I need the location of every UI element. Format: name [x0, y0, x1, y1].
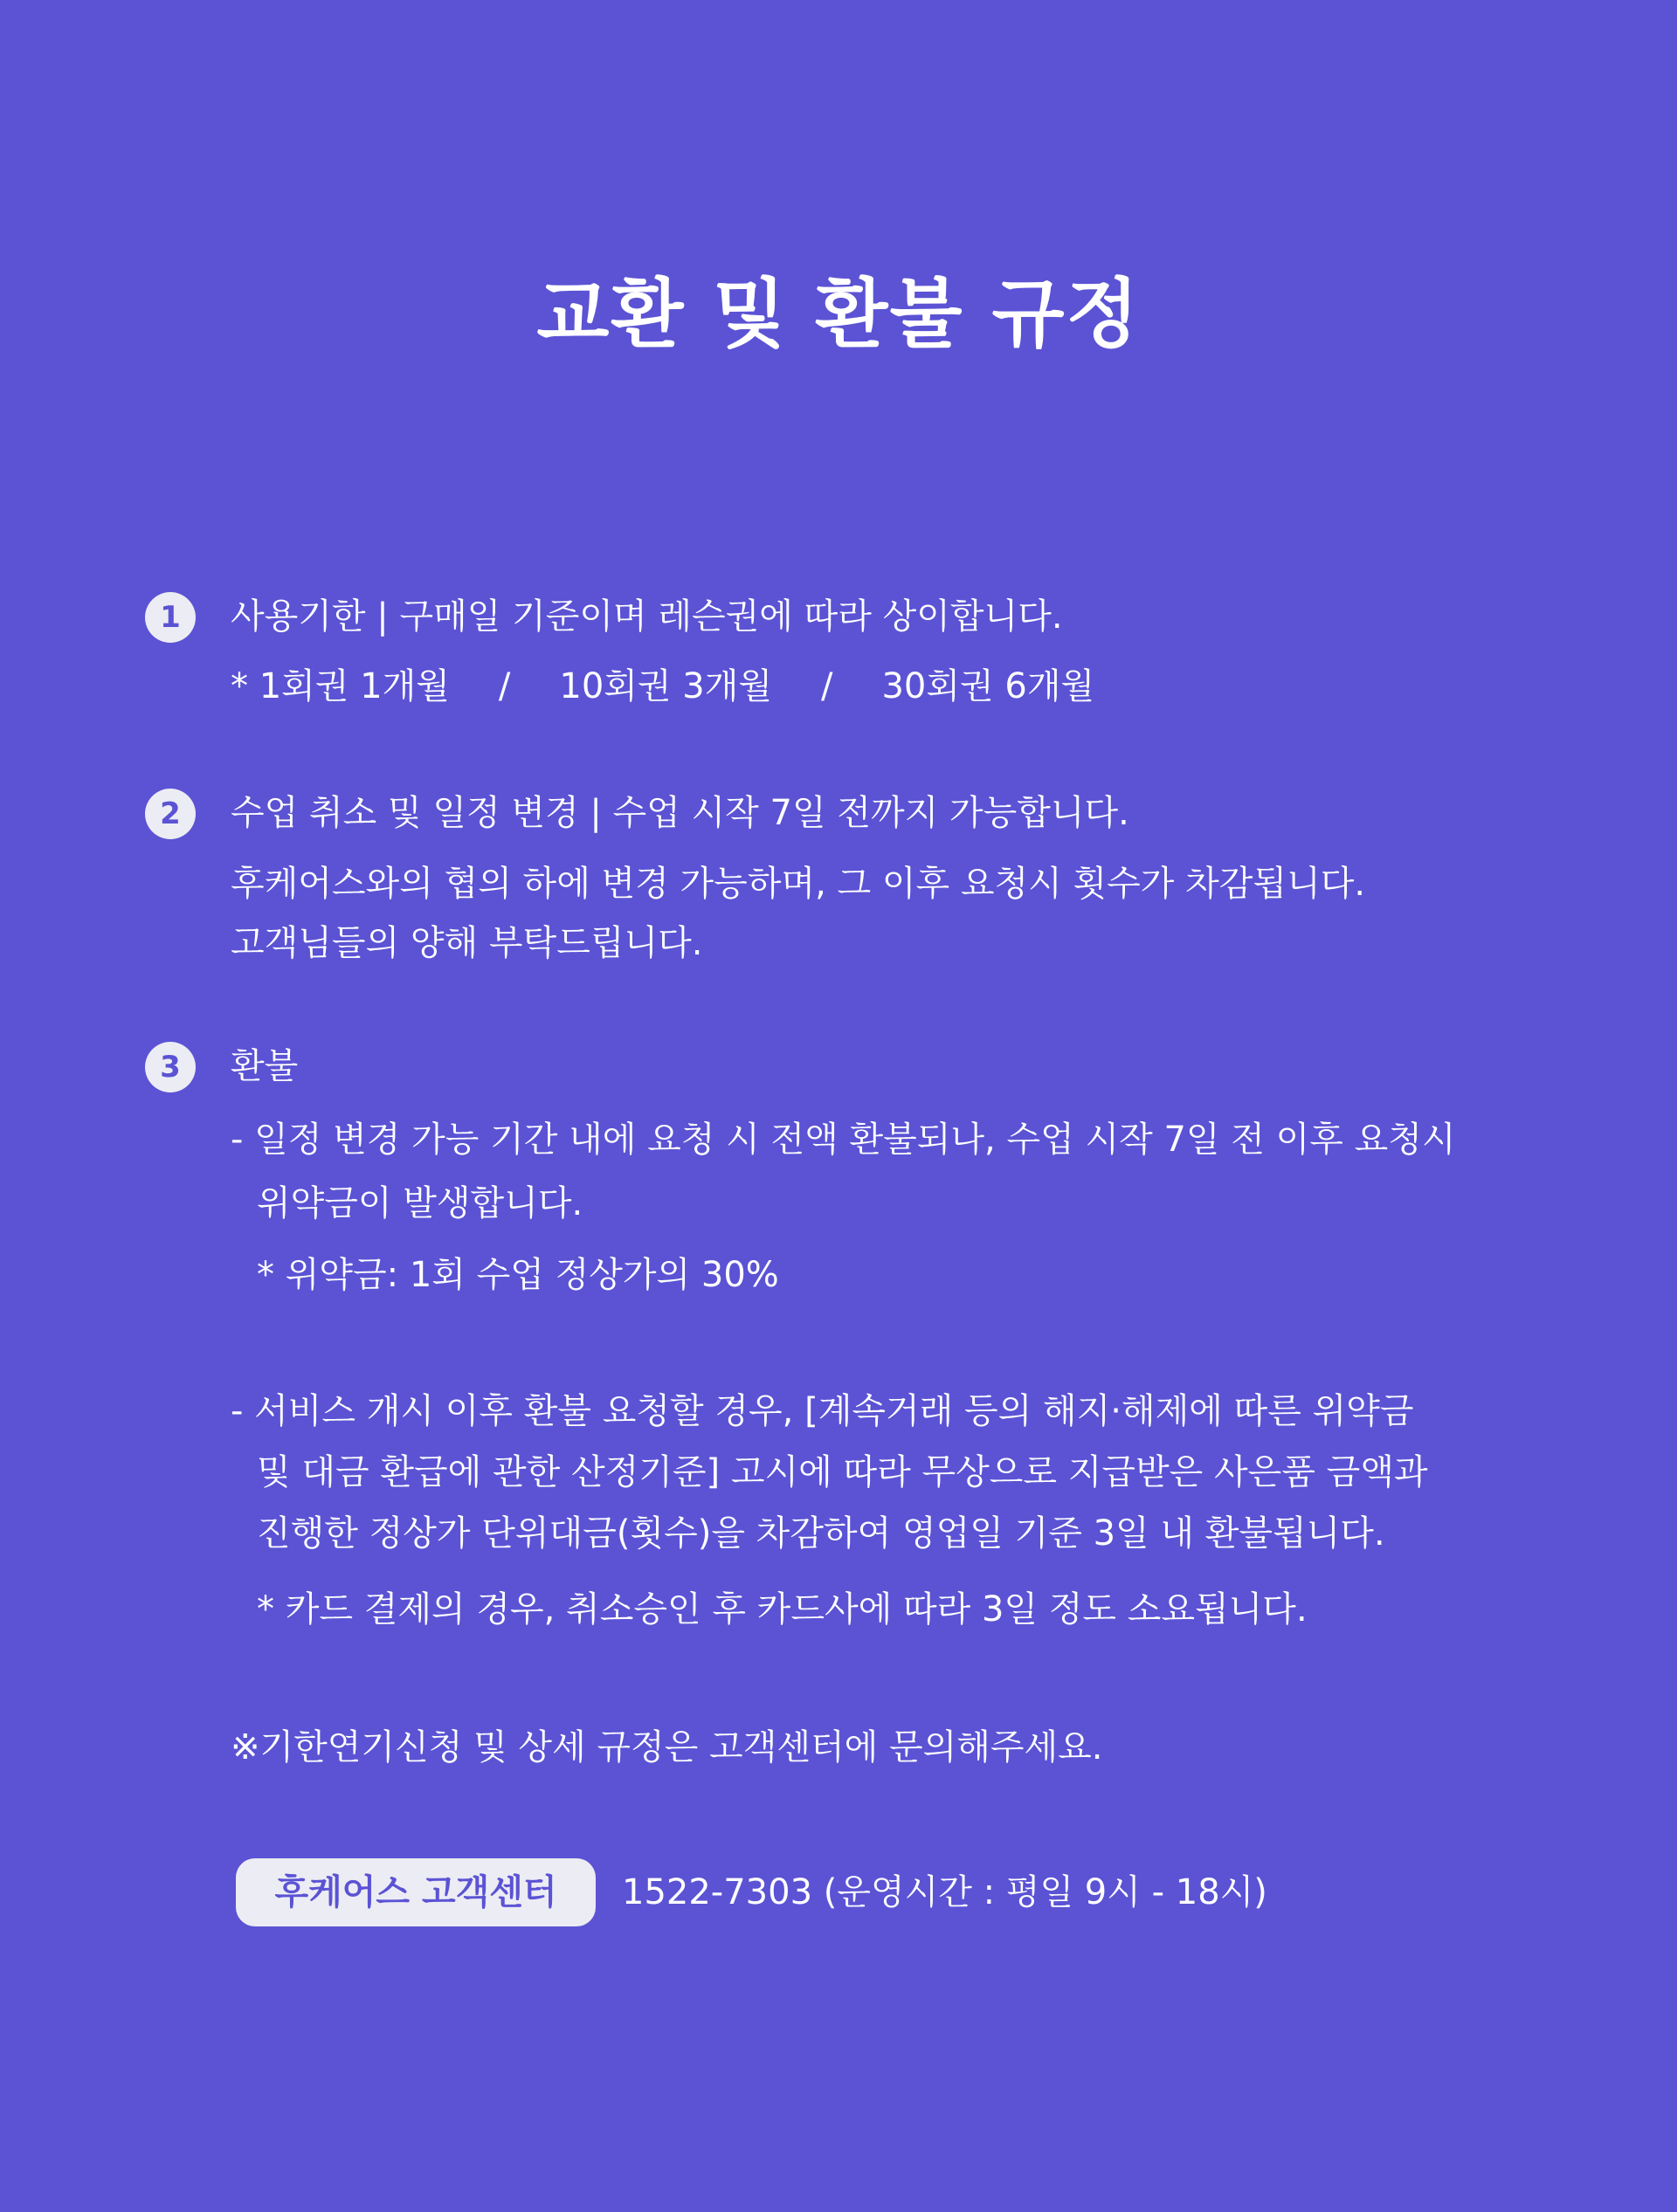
customer-center-info: 1522-7303 (운영시간 : 평일 9시 - 18시) [622, 1872, 1267, 1912]
section-1-plans-row [231, 662, 1094, 711]
section-number-1: 1 [145, 592, 196, 643]
section-3-line-3: * 위약금: 1회 수업 정상가의 30% [257, 1255, 779, 1295]
section-number-3: 3 [145, 1042, 196, 1092]
plan-10: 10회권 3개월 [559, 666, 772, 706]
section-3-line-2: 위약금이 발생합니다. [257, 1183, 583, 1223]
plan-separator: / [498, 666, 511, 706]
page-title: 교환 및 환불 규정 [536, 271, 1141, 358]
plan-1: * 1회권 1개월 [231, 666, 450, 706]
section-number-2: 2 [145, 789, 196, 839]
section-3-line-1: - 일정 변경 가능 기간 내에 요청 시 전액 환불되나, 수업 시작 7일 전 이후 요청시 [231, 1120, 1456, 1160]
section-3-heading: 환불 [231, 1046, 299, 1086]
plan-30: 30회권 6개월 [881, 666, 1095, 706]
section-2-line-3: 고객님들의 양해 부탁드립니다. [231, 923, 703, 963]
section-3-line-6: 진행한 정상가 단위대금(횟수)을 차감하여 영업일 기준 3일 내 환불됩니다. [257, 1513, 1385, 1554]
section-2-line-1: 수업 취소 및 일정 변경 | 수업 시작 7일 전까지 가능합니다. [231, 793, 1129, 833]
contact-notice: ※기한연기신청 및 상세 규정은 고객센터에 문의해주세요. [231, 1727, 1103, 1768]
section-3-line-7: * 카드 결제의 경우, 취소승인 후 카드사에 따라 3일 정도 소요됩니다. [257, 1589, 1308, 1630]
plan-separator: / [821, 666, 833, 706]
section-3-line-5: 및 대금 환급에 관한 산정기준] 고시에 따라 무상으로 지급받은 사은품 금액과 [257, 1452, 1428, 1492]
section-1-line-1: 사용기한 | 구매일 기준이며 레슨권에 따라 상이합니다. [231, 596, 1063, 637]
customer-center-badge: 후케어스 고객센터 [236, 1858, 596, 1926]
section-2-line-2: 후케어스와의 협의 하에 변경 가능하며, 그 이후 요청시 횟수가 차감됩니다. [231, 864, 1366, 904]
section-3-line-4: - 서비스 개시 이후 환불 요청할 경우, [계속거래 등의 해지·해제에 따른 위약금 [231, 1391, 1414, 1431]
